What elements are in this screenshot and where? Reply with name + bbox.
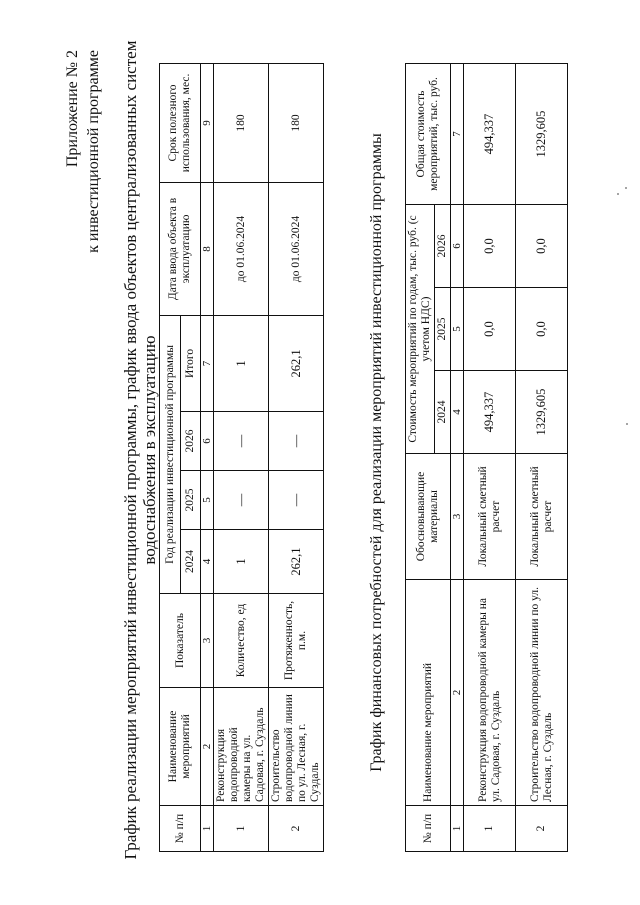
column-index: 1 xyxy=(451,806,464,852)
scan-speck xyxy=(625,187,627,189)
column-index: 9 xyxy=(201,63,214,182)
appendix-caption: к инвестиционной программе xyxy=(85,50,102,253)
row-cost-2026: 0,0 xyxy=(516,205,568,288)
header-num: № п/п xyxy=(160,806,201,852)
header-year-2024: 2024 xyxy=(181,530,201,594)
row-cost-2025: 0,0 xyxy=(464,288,516,371)
schedule-title: График реализации мероприятий инвестиционной программы, график ввода объектов централизованных систем xyxy=(121,40,140,860)
header-name: Наименование мероприятий xyxy=(160,688,201,806)
row-num: 1 xyxy=(464,806,516,852)
header-years-group: Год реализации инвестиционной программы xyxy=(160,315,181,593)
row-cost-2024: 1329,605 xyxy=(516,371,568,454)
row-useful-life: 180 xyxy=(214,63,269,182)
row-name: Реконструкция водопроводной камеры на ул. Садовая, г. Суздаль xyxy=(464,580,516,806)
row-total-cost: 494,337 xyxy=(464,64,516,205)
scan-speck xyxy=(617,193,619,195)
header-year-2024: 2024 xyxy=(435,371,451,454)
financing-schedule-table xyxy=(405,63,568,852)
row-year-2025: — xyxy=(269,471,324,530)
row-total-cost: 1329,605 xyxy=(516,64,568,205)
scan-speck xyxy=(626,423,628,425)
row-year-2024: 1 xyxy=(214,530,269,594)
header-useful-life: Срок полезного использования, мес. xyxy=(160,63,201,182)
header-basis: Обосновывающие материалы xyxy=(406,454,451,580)
row-name: Строительство водопроводной линии по ул. Лесная, г. Суздаль xyxy=(269,688,324,806)
table-row xyxy=(464,64,516,852)
header-year-2025: 2025 xyxy=(181,471,201,530)
column-index: 6 xyxy=(451,205,464,288)
row-basis: Локальный сметный расчет xyxy=(516,454,568,580)
row-year-2025: — xyxy=(214,471,269,530)
row-year-2026: — xyxy=(214,412,269,471)
appendix-number: Приложение № 2 xyxy=(64,50,81,168)
row-total: 262,1 xyxy=(269,315,324,411)
column-index: 5 xyxy=(451,288,464,371)
column-index: 4 xyxy=(451,371,464,454)
row-commission-date: до 01.06.2024 xyxy=(269,182,324,315)
row-commission-date: до 01.06.2024 xyxy=(214,182,269,315)
column-index: 3 xyxy=(201,594,214,688)
row-basis: Локальный сметный расчет xyxy=(464,454,516,580)
row-cost-2026: 0,0 xyxy=(464,205,516,288)
row-num: 2 xyxy=(269,806,324,852)
row-total: 1 xyxy=(214,315,269,411)
column-index: 4 xyxy=(201,530,214,594)
table-row xyxy=(516,64,568,852)
header-total-cost: Общая стоимость мероприятий, тыс. руб. xyxy=(406,64,451,205)
row-name: Реконструкция водопроводной камеры на ул. Садовая, г. Суздаль xyxy=(214,688,269,806)
table-row xyxy=(269,63,324,851)
header-name: Наименование мероприятий xyxy=(406,580,451,806)
row-name: Строительство водопроводной линии по ул. Лесная, г. Суздаль xyxy=(516,580,568,806)
header-num: № п/п xyxy=(406,806,451,852)
header-commission-date: Дата ввода объекта в эксплуатацию xyxy=(160,182,201,315)
header-indicator: Показатель xyxy=(160,594,201,688)
column-index: 1 xyxy=(201,806,214,852)
header-cost-group: Стоимость мероприятий по годам, тыс. руб. (с учетом НДС) xyxy=(406,205,435,454)
column-index: 7 xyxy=(451,64,464,205)
header-year-2026: 2026 xyxy=(435,205,451,288)
row-useful-life: 180 xyxy=(269,63,324,182)
header-year-2025: 2025 xyxy=(435,288,451,371)
row-year-2026: — xyxy=(269,412,324,471)
column-index: 5 xyxy=(201,471,214,530)
header-year-2026: 2026 xyxy=(181,412,201,471)
table-row xyxy=(214,63,269,851)
row-year-2024: 262,1 xyxy=(269,530,324,594)
financing-schedule-title: График финансовых потребностей для реализации мероприятий инвестиционной программы xyxy=(368,133,385,772)
column-index: 8 xyxy=(201,182,214,315)
column-index: 2 xyxy=(451,580,464,806)
row-indicator: Количество, ед xyxy=(214,594,269,688)
row-num: 2 xyxy=(516,806,568,852)
implementation-schedule-table xyxy=(159,63,324,852)
row-cost-2024: 494,337 xyxy=(464,371,516,454)
row-indicator: Протяженность, п.м. xyxy=(269,594,324,688)
row-num: 1 xyxy=(214,806,269,852)
header-total: Итого xyxy=(181,315,201,411)
column-index: 7 xyxy=(201,315,214,411)
column-index: 3 xyxy=(451,454,464,580)
schedule-title-continued: водоснабжения в эксплуатацию xyxy=(140,335,159,565)
column-index: 2 xyxy=(201,688,214,806)
column-index: 6 xyxy=(201,412,214,471)
row-cost-2025: 0,0 xyxy=(516,288,568,371)
